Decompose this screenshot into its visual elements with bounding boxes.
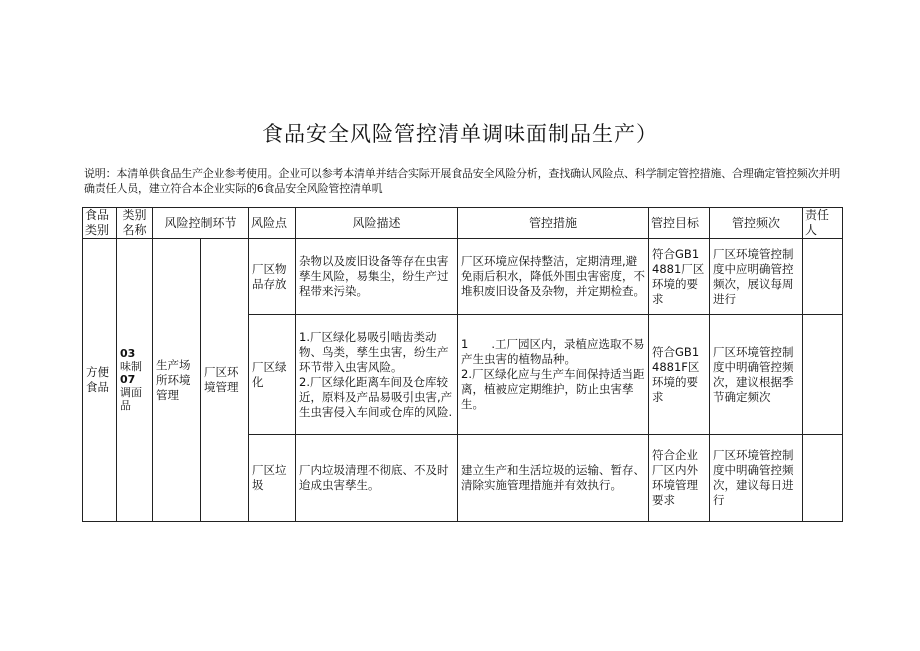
risk-control-table	[82, 207, 843, 522]
header-control-frequency: 管控频次	[710, 208, 803, 239]
control-frequency-cell: 厂区环境管控制度中明确管控频次，建议每日进行	[710, 435, 803, 522]
header-food-category: 食品类别	[83, 208, 117, 239]
control-target-cell: 符合企业厂区内外环境管理要求	[649, 435, 710, 522]
risk-description-cell: 杂物以及废旧设备等存在虫害孳生风险，易集尘，纷生产过程带来污染。	[296, 239, 458, 315]
header-control-target: 管控目标	[649, 208, 710, 239]
control-target-cell: 符合GB14881厂区环境的要求	[649, 239, 710, 315]
control-stage-sub-cell: 厂区环境管理	[201, 239, 249, 522]
risk-description-cell: 1.厂区绿化易吸引啮齿类动物、鸟类，孳生虫害，纷生产环节带入虫害风险。 2.厂区绿化距离车间及仓库较近，原料及产品易吸引虫害,产生虫害侵入车间或仓库的风险.	[296, 315, 458, 435]
category-name-cell	[117, 239, 153, 522]
control-frequency-cell: 厂区环境管控制度中明确管控频次，建议根据季节确定频次	[710, 315, 803, 435]
responsible-cell	[803, 239, 843, 315]
control-measures-cell: 厂区环境应保持整洁，定期清理,避免雨后积水，降低外围虫害密度，不堆积废旧设备及杂物，并定期检查。	[458, 239, 649, 315]
header-responsible: 责任人	[803, 208, 843, 239]
risk-point-cell: 厂区绿化	[249, 315, 296, 435]
control-target-cell: 符合GB14881F区环境的要求	[649, 315, 710, 435]
risk-point-cell: 厂区垃圾	[249, 435, 296, 522]
category-label-a: 味制	[120, 360, 142, 373]
header-category-name: 类别名称	[117, 208, 153, 239]
control-measures-cell: 建立生产和生活垃圾的运输、暂存、清除实施管理措施并有效执行。	[458, 435, 649, 522]
responsible-cell	[803, 315, 843, 435]
table-row	[83, 239, 843, 315]
food-category-cell: 方便食品	[83, 239, 117, 522]
risk-description-cell: 厂内垃圾清理不彻底、不及时迨成虫害孳生。	[296, 435, 458, 522]
responsible-cell	[803, 435, 843, 522]
control-stage-main-cell: 生产场所环境管理	[153, 239, 201, 522]
category-code-a: 03	[120, 347, 136, 360]
header-control-stage: 风险控制环节	[153, 208, 249, 239]
category-name-text	[120, 347, 149, 412]
control-frequency-cell: 厂区环境管控制度中应明确管控频次，展议每周进行	[710, 239, 803, 315]
page-title: 食品安全风险管控清单调味面制品生产）	[262, 122, 658, 146]
header-risk-point: 风险点	[249, 208, 296, 239]
control-measures-cell: 1 .工厂园区内，录植应选取不易产生虫害的植物品种。 2.厂区绿化应与生产车间保持适当距离，植被应定期维护，防止虫害孳生。	[458, 315, 649, 435]
category-code-b: 07	[120, 373, 136, 386]
category-label-b: 调面品	[120, 386, 142, 412]
header-control-measures: 管控措施	[458, 208, 649, 239]
risk-point-cell: 厂区物品存放	[249, 239, 296, 315]
explanation-note: 说明：本清单供食品生产企业参考使用。企业可以参考本清单并结合实际开展食品安全风险分析，查找确认风险点、科学制定管控措施、合理确定管控频次并明确责任人员，建立符合本企业实际的6食品安全风险管控清单叽	[84, 167, 840, 195]
header-risk-description: 风险描述	[296, 208, 458, 239]
table-header-row	[83, 208, 843, 239]
